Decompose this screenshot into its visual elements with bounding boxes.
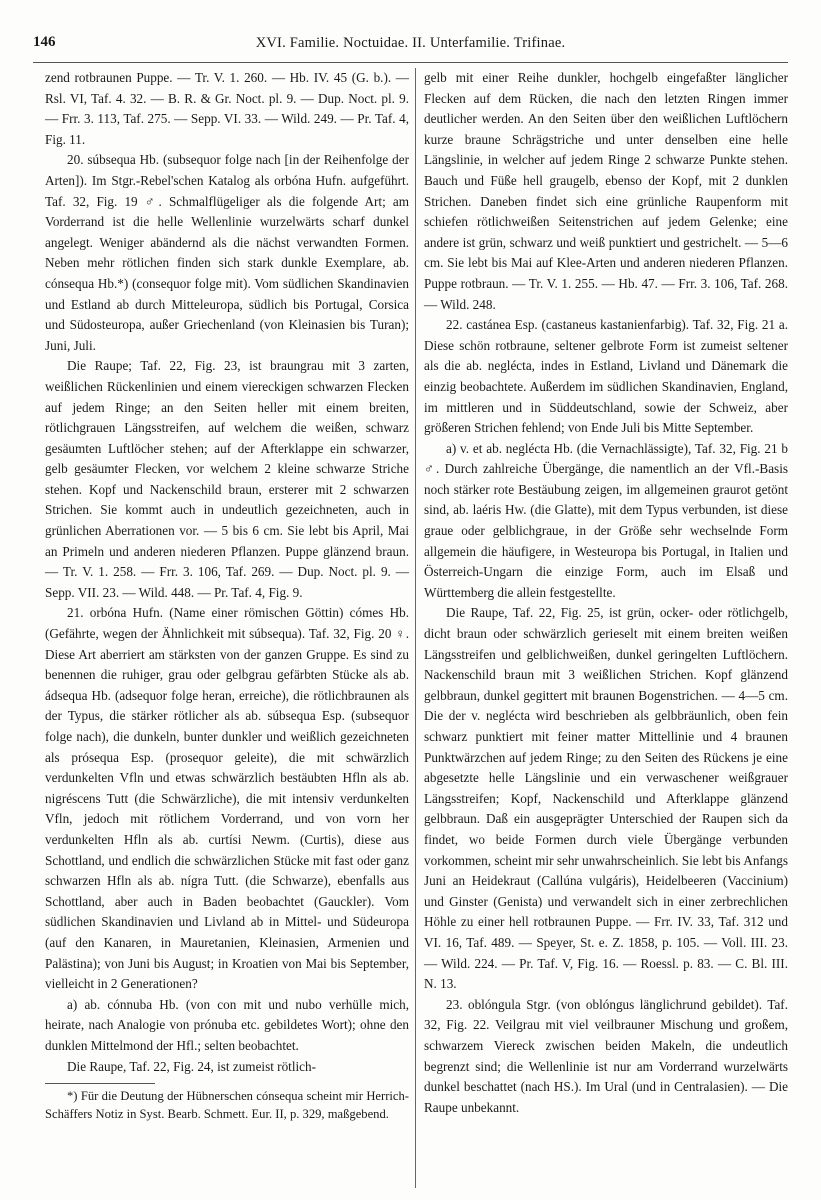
paragraph-larva: Die Raupe; Taf. 22, Fig. 23, ist braungrau mit 3 zarten, weißlichen Rückenlinien und einem viereckigen schwarzen Flecken auf jedem Ringe; an den Seiten heller mit einem breiten, rötlichgrauen Längsstreifen, auf welchem die weißen, schwarz gesäumten Luftlöcher stehen; auf der Afterklappe ein schwarzer, gelb gesäumter Flecken, vor welchem 2 kleine schwarze Striche stehen. Kopf und Nackenschild braun, ersterer mit 2 schwarzen Strichen. Sie kommt auch in undeutlich gezeichneten, auch in grünlichen Aberrationen vor. — 5 bis 6 cm. Sie lebt bis April, Mai an Primeln und anderen niederen Pflanzen. Puppe glänzend braun. — Tr. V. 1. 258. — Frr. 3. 106, Taf. 269. — Dup. Noct. pl. 9. — Sepp. VII. 23. — Wild. 448. — Pr. Taf. 4, Fig. 9. bbox=[45, 358, 409, 600]
species-entry-oblongula: 23. oblóngula Stgr. (von oblóngus länglichrund gebildet). Taf. 32, Fig. 22. Veilgrau mit viel veilbrauner Mischung und großem, schwarzem Viereck zwischen beiden Makeln, die undeutlich begrenzt sind; die Wellenlinie ist nur am Vorderrand wurzelwärts dunkel beschattet (nach HS.). Im Ural (und in Centralasien). — Die Raupe unbekannt. bbox=[424, 996, 788, 1115]
footnote-rule bbox=[45, 1083, 155, 1084]
paragraph-connuba: a) ab. cónnuba Hb. (von con mit und nubo verhülle mich, heirate, nach Analogie von prónuba etc. gebildetes Wort); ohne den dunklen Mittelmond der Hfl.; selten beobachtet. bbox=[45, 996, 409, 1053]
paragraph: gelb mit einer Reihe dunkler, hochgelb eingefaßter länglicher Flecken auf dem Rücken, die nach den letzten Ringen immer deutlicher werden. An den Seiten über den weißlichen Luftlöchern kurze braune Schrägstriche und unter denselben eine helle Längslinie, in welcher auf jedem Ringe 2 schwarze Punkte stehen. Bauch und Füße hell graugelb, ebenso der Kopf, mit 2 dunklen Strichen. Daneben findet sich eine grünliche Raupenform mit schiefen rötlichweißen Seitenstrichen auf jedem Gelenke; eine andere ist grün, schwarz und weiß punktiert und gestrichelt. — 5—6 cm. Sie lebt bis Mai auf Klee-Arten und anderen niederen Pflanzen. Puppe rotbraun. — Tr. V. 1. 255. — Hb. 47. — Frr. 3. 106, Taf. 268. — Wild. 248. bbox=[424, 70, 788, 312]
footnote: *) Für die Deutung der Hübnerschen cónsequa scheint mir Herrich-Schäffers Notiz in Syst. Bearb. Schmett. Eur. II, p. 329, maßgebend. bbox=[45, 1089, 409, 1122]
header-rule bbox=[33, 62, 788, 63]
species-entry-castanea: 22. castánea Esp. (castaneus kastanienfarbig). Taf. 32, Fig. 21 a. Diese schön rotbraune, seltener gelbrote Form ist zumeist seltener als die ab. neglécta, indes in Estland, Livland und Dänemark die einzig beobachtete. Außerdem im südlichen Skandinavien, England, im mittleren und in Süddeutschland, sowie der Schweiz, aber größeren Strichen fehlend; von Ende Juli bis Mitte September. bbox=[424, 317, 788, 436]
running-title: XVI. Familie. Noctuidae. II. Unterfamilie. Trifinae. bbox=[255, 35, 566, 51]
page-number: 146 bbox=[33, 34, 56, 50]
paragraph-larva: Die Raupe, Taf. 22, Fig. 25, ist grün, ocker- oder rötlichgelb, dicht braun oder schwärzlich gerieselt mit einem breiten weißen Längsstreifen und gelblichweißen, dunkel geringelten Luftlöchern. Nackenschild braun mit 3 weißlichen Strichen. Kopf glänzend gelbbraun, dunkel gegittert mit braunen Bogenstrichen. — 4—5 cm. Die der v. neglécta wird beschrieben als gelbbräunlich, oben fein schwarz punktiert mit feiner matter Mittellinie und 4 braunen Punktwärzchen auf jedem Ringe; zu den Seiten des Rückens je eine abgesetzte helle Längslinie und ein verwaschener weißgrauer Längsstreifen; Kopf, Nackenschild und Afterklappe glänzend gelbbraun. Daß ein ausgeprägter Unterschied der Raupen sich da findet, wo beide Formen durch viele Übergänge verbunden vorkommen, scheint mir sehr unwahrscheinlich. Sie lebt bis Anfangs Juni an Heidekraut (Callúna vulgáris), Heidelbeeren (Vaccinium) und Ginster (Genista) und verwandelt sich in einer zerbrechlichen Höhle zu einer hell rotbraunen Puppe. — Frr. IV. 33, Taf. 312 und VI. 16, Taf. 489. — Speyer, St. e. Z. 1858, p. 105. — Voll. III. 23. — Wild. 224. — Pr. Taf. V, Fig. 16. — Roessl. p. 83. — C. Bl. III. N. 13. bbox=[424, 605, 788, 992]
paragraph-larva: Die Raupe, Taf. 22, Fig. 24, ist zumeist rötlich- bbox=[67, 1058, 316, 1074]
running-header bbox=[33, 34, 788, 56]
paragraph-neglecta: a) v. et ab. neglécta Hb. (die Vernachlässigte), Taf. 32, Fig. 21 b ♂. Durch zahlreiche Übergänge, die namentlich an der Vfl.-Basis noch stärker rote Bestäubung zeigen, im allgemeinen graurot getönt sind, ab. laéris Hw. (die Glatte), mit dem Typus verbunden, ist diese graue oder gelblichgraue, in der Größe sehr wechselnde Form allgemein die häufigere, in Westeuropa bis Portugal, in Italien und Österreich-Ungarn die einzige Form, auch im Elsaß und Württemberg die allein festgestellte. bbox=[424, 440, 788, 600]
left-column bbox=[45, 68, 409, 1123]
column-divider bbox=[415, 68, 416, 1188]
right-column bbox=[424, 68, 788, 1118]
paragraph: zend rotbraunen Puppe. — Tr. V. 1. 260. — Hb. IV. 45 (G. b.). — Rsl. VI, Taf. 4. 32. — B. R. & Gr. Noct. pl. 9. — Dup. Noct. pl. 9. — Frr. 3. 113, Taf. 275. — Sepp. VI. 33. — Wild. 249. — Pr. Taf. 4, Fig. 11. bbox=[45, 70, 409, 147]
species-entry-subsequa: 20. súbsequa Hb. (subsequor folge nach [in der Reihenfolge der Arten]). Im Stgr.-Rebel'schen Katalog als orbóna Hufn. aufgeführt. Taf. 32, Fig. 19 ♂. Schmalflügeliger als die folgende Art; am Vorderrand ist die helle Wellenlinie wurzelwärts scharf dunkel angelegt. Weniger abändernd als die nächst verwandten Formen. Neben mehr rötlichen finden sich stark dunkle Exemplare, ab. cónsequa Hb.*) (consequor folge mit). Vom südlichen Skandinavien und Estland ab durch Mitteleuropa, südlich bis Portugal, Corsica und Südosteuropa, außer Griechenland (von Kleinasien bis Turan); Juni, Juli. bbox=[45, 152, 409, 353]
species-entry-orbona: 21. orbóna Hufn. (Name einer römischen Göttin) cómes Hb. (Gefährte, wegen der Ähnlichkeit mit súbsequa). Taf. 32, Fig. 20 ♀. Diese Art aberriert am stärksten von der ganzen Gruppe. Es sind zu benennen die ruhiger, grau oder gelbgrau gefärbten Stücke als ab. ádsequa Hb. (adsequor folge heran, erreiche), die rötlichbraunen als der Typus, die stärker rötlicher als ab. súbsequa Esp. (subsequor folge nach), die dunkeln, bunter dunkler und weißlich gezeichneten als prósequa Esp. (prosequor geleite), die mit schwärzlich verdunkelten Vfln und etwas schwärzlich bestäubten Hfln als ab. nigréscens Tutt (die Schwärzliche), die mit intensiv verdunkelten Vfln, jedoch mit rötlichem Vorderrand, und von vorn her verdunkelten Hfln als ab. curtísi Newm. (Curtis), diese aus Schottland, und endlich die schwärzlichen Stücke mit fast oder ganz schwarzen Hfln als ab. nígra Tutt. (die Schwarze), ebenfalls aus Schottland, aber auch in Baden beobachtet (Gauckler). Vom südlichen Skandinavien und Livland ab in Mittel- und Südeuropa (auf den Kanaren, in Mauretanien, Kleinasien, Armenien und Palästina); von Juni bis August; in Kroatien von Mai bis September, vielleicht in 2 Generationen? bbox=[45, 605, 409, 992]
